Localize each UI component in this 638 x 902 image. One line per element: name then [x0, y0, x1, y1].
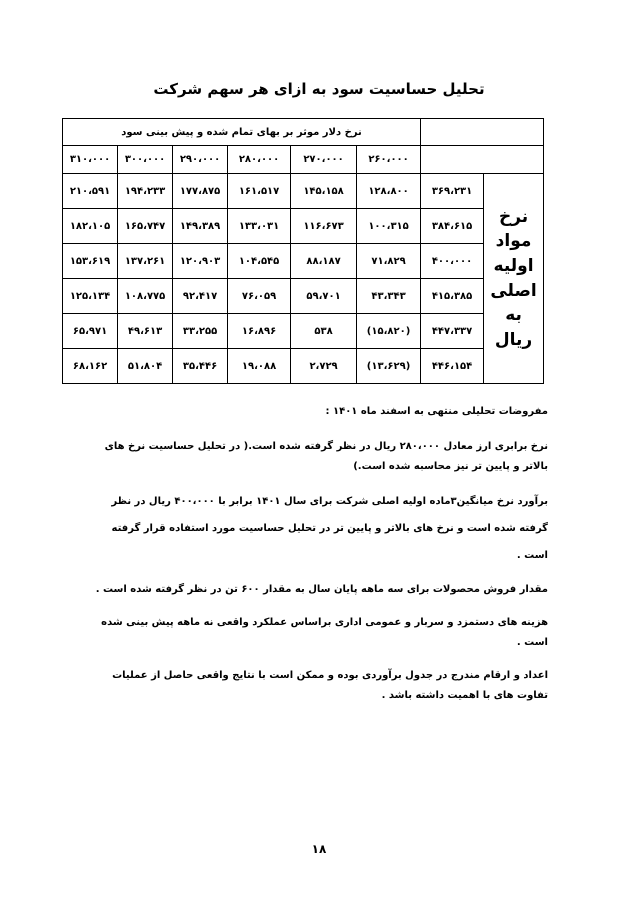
eps-cell: ۳۵،۴۴۶ — [173, 349, 228, 384]
table-row — [63, 349, 544, 384]
eps-cell: ۱۲۸،۸۰۰ — [357, 174, 421, 209]
eps-cell: (۱۳،۶۲۹) — [357, 349, 421, 384]
eps-cell: ۱۵۳،۶۱۹ — [63, 244, 118, 279]
eps-cell: ۲۱۰،۵۹۱ — [63, 174, 118, 209]
eps-cell: ۱۴۵،۱۵۸ — [291, 174, 357, 209]
dollar-rate-col-header: ۲۶۰،۰۰۰ — [357, 146, 421, 174]
eps-cell: (۱۵،۸۲۰) — [357, 314, 421, 349]
table-row — [63, 209, 544, 244]
dollar-rate-col-header: ۲۹۰،۰۰۰ — [173, 146, 228, 174]
eps-cell: ۱۸۲،۱۰۵ — [63, 209, 118, 244]
assumption-item: مقدار فروش محصولات برای سه ماهه پایان سال به مقدار ۶۰۰ تن در نظر گرفته شده است . — [95, 584, 548, 595]
table-row — [63, 279, 544, 314]
eps-cell: ۱۶۵،۷۴۷ — [118, 209, 173, 244]
assumptions-section — [88, 400, 548, 706]
eps-cell: ۵۱،۸۰۴ — [118, 349, 173, 384]
page-title: تحلیل حساسیت سود به ازای هر سهم شرکت — [153, 80, 485, 98]
material-rate-label: نرخ مواد اولیه اصلی به ریال — [484, 174, 544, 384]
assumption-item: نرخ برابری ارز معادل ۲۸۰،۰۰۰ ریال در نظر گرفته شده است.( در تحلیل حساسیت نرخ های بالاتر و پایین تر نیز محاسبه شده است.) — [104, 441, 548, 472]
eps-cell: ۱۳۷،۲۶۱ — [118, 244, 173, 279]
eps-cell: ۷۶،۰۵۹ — [228, 279, 291, 314]
dollar-rate-col-header: ۲۷۰،۰۰۰ — [291, 146, 357, 174]
eps-cell: ۱۲۵،۱۳۴ — [63, 279, 118, 314]
eps-cell: ۹۲،۴۱۷ — [173, 279, 228, 314]
corner-cell-lower — [421, 146, 544, 174]
dollar-rate-header: نرخ دلار موثر بر بهای تمام شده و پیش بینی سود — [63, 119, 421, 146]
eps-cell: ۱۴۹،۳۸۹ — [173, 209, 228, 244]
eps-cell: ۱۰۸،۷۷۵ — [118, 279, 173, 314]
eps-cell: ۴۳،۳۴۳ — [357, 279, 421, 314]
eps-cell: ۲،۷۲۹ — [291, 349, 357, 384]
eps-cell: ۶۵،۹۷۱ — [63, 314, 118, 349]
dollar-rate-col-header: ۲۸۰،۰۰۰ — [228, 146, 291, 174]
eps-cell: ۱۶۱،۵۱۷ — [228, 174, 291, 209]
assumption-item: هزینه های دستمزد و سربار و عمومی اداری براساس عملکرد واقعی نه ماهه پیش بینی شده است . — [101, 617, 548, 648]
eps-cell: ۵۳۸ — [291, 314, 357, 349]
eps-cell: ۱۳۳،۰۳۱ — [228, 209, 291, 244]
table-row — [63, 314, 544, 349]
page-number: ۱۸ — [311, 842, 327, 856]
eps-cell: ۴۹،۶۱۳ — [118, 314, 173, 349]
eps-cell: ۱۲۰،۹۰۳ — [173, 244, 228, 279]
assumptions-heading: مفروضات تحلیلی منتهی به اسفند ماه ۱۴۰۱ : — [325, 406, 548, 417]
eps-cell: ۱۹،۰۸۸ — [228, 349, 291, 384]
eps-cell: ۱۷۷،۸۷۵ — [173, 174, 228, 209]
eps-cell: ۱۰۰،۳۱۵ — [357, 209, 421, 244]
dollar-rate-col-header: ۳۱۰،۰۰۰ — [63, 146, 118, 174]
table-row — [63, 174, 544, 209]
eps-cell: ۱۹۴،۲۳۳ — [118, 174, 173, 209]
dollar-rate-col-header: ۳۰۰،۰۰۰ — [118, 146, 173, 174]
material-rate-cell: ۴۴۶،۱۵۴ — [421, 349, 484, 384]
eps-cell: ۱۱۶،۶۷۳ — [291, 209, 357, 244]
eps-cell: ۱۰۴،۵۴۵ — [228, 244, 291, 279]
eps-cell: ۱۶،۸۹۶ — [228, 314, 291, 349]
material-rate-cell: ۴۰۰،۰۰۰ — [421, 244, 484, 279]
table-row — [63, 244, 544, 279]
eps-cell: ۵۹،۷۰۱ — [291, 279, 357, 314]
material-rate-cell: ۳۸۴،۶۱۵ — [421, 209, 484, 244]
assumption-item: برآورد نرخ میانگین۳ماده اولیه اصلی شرکت برای سال ۱۴۰۱ برابر با ۴۰۰،۰۰۰ ریال در نظر گرفته شده است و نرخ های بالاتر و پایین تر در تحلیل حساسیت مورد استفاده قرار گرفته است . — [111, 496, 548, 561]
material-rate-cell: ۳۶۹،۲۳۱ — [421, 174, 484, 209]
sensitivity-table — [62, 118, 544, 384]
material-rate-cell: ۴۴۷،۳۳۷ — [421, 314, 484, 349]
eps-cell: ۷۱،۸۲۹ — [357, 244, 421, 279]
material-rate-cell: ۴۱۵،۳۸۵ — [421, 279, 484, 314]
assumption-item: اعداد و ارقام مندرج در جدول برآوردی بوده و ممکن است با نتایج واقعی حاصل از عملیات تفاوت های با اهمیت داشته باشد . — [112, 670, 548, 701]
eps-cell: ۳۳،۲۵۵ — [173, 314, 228, 349]
corner-cell — [421, 119, 544, 146]
eps-cell: ۸۸،۱۸۷ — [291, 244, 357, 279]
eps-cell: ۶۸،۱۶۲ — [63, 349, 118, 384]
